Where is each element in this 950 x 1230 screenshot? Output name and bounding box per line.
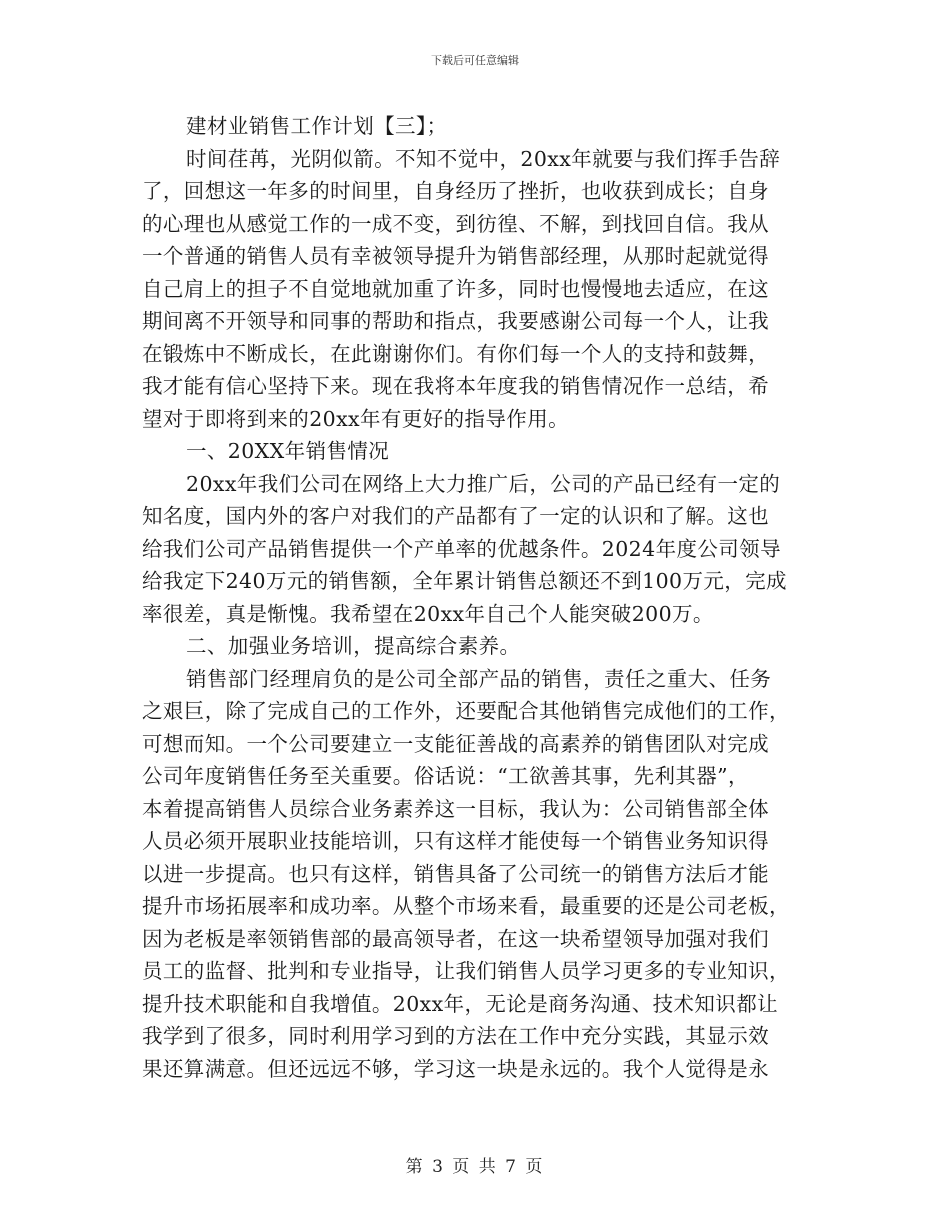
text-line: 我才能有信心坚持下来。现在我将本年度我的销售情况作一总结，希 — [142, 374, 769, 398]
text-line: 一个普通的销售人员有幸被领导提升为销售部经理，从那时起就觉得 — [142, 244, 769, 268]
text-line: 期间离不开领导和同事的帮助和指点，我要感谢公司每一个人，让我 — [142, 309, 769, 333]
text-line: 我学到了很多，同时利用学习到的方法在工作中充分实践，其显示效 — [142, 1024, 769, 1048]
text-line: 率很差，真是惭愧。我希望在20xx年自己个人能突破200万。 — [142, 601, 714, 626]
text-line: 给我们公司产品销售提供一个产单率的优越条件。2024年度公司领导 — [142, 536, 781, 561]
text-line: 建材业销售工作计划【三】； — [186, 114, 448, 138]
document-body — [142, 110, 802, 1085]
text-line: 提升技术职能和自我增值。20xx年，无论是商务沟通、技术知识都让 — [142, 991, 779, 1016]
text-line: 销售部门经理肩负的是公司全部产品的销售，责任之重大、任务 — [186, 666, 772, 691]
text-line: 果还算满意。但还远远不够，学习这一块是永远的。我个人觉得是永 — [142, 1056, 769, 1081]
page-header: 下载后可任意编辑 — [431, 54, 519, 67]
text-line: 了，回想这一年多的时间里，自身经历了挫折，也收获到成长；自身 — [142, 179, 769, 203]
text-line: 本着提高销售人员综合业务素养这一目标，我认为：公司销售部全体 — [142, 796, 769, 821]
text-line: 20xx年我们公司在网络上大力推广后，公司的产品已经有一定的 — [186, 471, 781, 496]
text-line: 给我定下240万元的销售额，全年累计销售总额还不到100万元，完成 — [142, 569, 787, 593]
text-line: 时间荏苒，光阴似箭。不知不觉中，20xx年就要与我们挥手告辞 — [186, 146, 781, 171]
text-line: 之艰巨，除了完成自己的工作外，还要配合其他销售完成他们的工作， — [142, 699, 790, 723]
text-line: 一、20XX年销售情况 — [186, 439, 390, 463]
text-line: 提升市场拓展率和成功率。从整个市场来看，最重要的还是公司老板， — [142, 894, 790, 918]
text-line: 以进一步提高。也只有这样，销售具备了公司统一的销售方法后才能 — [142, 861, 769, 886]
text-line: 二、加强业务培训，提高综合素养。 — [186, 634, 521, 658]
text-line: 员工的监督、批判和专业指导，让我们销售人员学习更多的专业知识， — [142, 959, 790, 983]
text-line: 望对于即将到来的20xx年有更好的指导作用。 — [142, 406, 570, 431]
text-line: 的心理也从感觉工作的一成不变，到彷徨、不解，到找回自信。我从 — [142, 211, 769, 236]
text-line: 自己肩上的担子不自觉地就加重了许多，同时也慢慢地去适应，在这 — [142, 276, 769, 301]
text-line: 在锻炼中不断成长，在此谢谢你们。有你们每一个人的支持和鼓舞， — [142, 341, 769, 366]
text-line: 可想而知。一个公司要建立一支能征善战的高素养的销售团队对完成 — [142, 731, 769, 756]
text-line: 公司年度销售任务至关重要。俗话说：“工欲善其事，先利其器”， — [142, 764, 749, 788]
text-line: 人员必须开展职业技能培训，只有这样才能使每一个销售业务知识得 — [142, 829, 769, 853]
text-line: 知名度，国内外的客户对我们的产品都有了一定的认识和了解。这也 — [142, 504, 769, 528]
text-line: 因为老板是率领销售部的最高领导者，在这一块希望领导加强对我们 — [142, 926, 769, 951]
page-number-footer: 第 3 页 共 7 页 — [405, 1157, 545, 1177]
